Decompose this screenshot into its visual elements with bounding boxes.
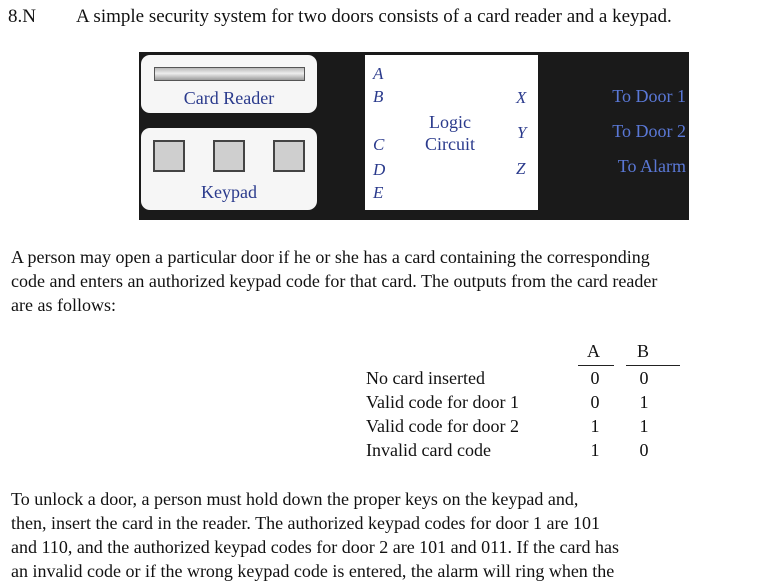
table-row-label: Invalid card code xyxy=(366,440,491,460)
column-header-a: A xyxy=(587,341,600,361)
paragraph-unlock-rules xyxy=(11,487,619,583)
text-line: code and enters an authorized keypad code for that card. The outputs from the card reader xyxy=(11,271,658,291)
column-a-values xyxy=(588,366,602,462)
input-b-label: B xyxy=(373,87,384,106)
logic-circuit-label xyxy=(410,111,490,155)
paragraph-intro xyxy=(11,245,657,317)
output-x-label: X xyxy=(516,88,527,107)
text-line: are as follows: xyxy=(11,295,116,315)
security-system-diagram xyxy=(139,52,689,220)
input-a-label: A xyxy=(373,64,384,83)
table-row-label: No card inserted xyxy=(366,368,485,388)
output-z-label: Z xyxy=(516,159,526,178)
header-underline xyxy=(626,365,680,366)
keypad-key xyxy=(213,140,245,172)
column-header-b: B xyxy=(637,341,650,361)
table-cell: 0 xyxy=(639,368,649,388)
table-cell: 0 xyxy=(590,392,600,412)
output-door2: To Door 2 xyxy=(612,121,686,141)
logic-label-line2: Circuit xyxy=(425,134,475,154)
keypad-label: Keypad xyxy=(201,182,257,202)
problem-title: A simple security system for two doors consists of a card reader and a keypad. xyxy=(76,6,672,27)
table-row-label: Valid code for door 2 xyxy=(366,416,519,436)
table-cell: 1 xyxy=(590,440,600,460)
card-slot xyxy=(154,67,305,81)
column-b-values xyxy=(637,366,651,462)
text-line: and 110, and the authorized keypad codes for door 2 are 101 and 011. If the card has xyxy=(11,537,619,557)
table-row-label: Valid code for door 1 xyxy=(366,392,519,412)
keypad-box xyxy=(141,128,317,210)
logic-label-line1: Logic xyxy=(429,112,471,132)
input-d-label: D xyxy=(373,160,386,179)
table-row-labels xyxy=(366,366,519,462)
keypad-key xyxy=(153,140,185,172)
text-line: then, insert the card in the reader. The authorized keypad codes for door 1 are 101 xyxy=(11,513,600,533)
text-line: an invalid code or if the wrong keypad code is entered, the alarm will ring when the xyxy=(11,561,615,581)
card-reader-label: Card Reader xyxy=(183,88,275,108)
table-cell: 0 xyxy=(590,368,600,388)
output-y-label: Y xyxy=(517,123,527,142)
table-cell: 0 xyxy=(639,440,649,460)
card-reader-box xyxy=(141,55,317,113)
input-e-label: E xyxy=(373,183,384,202)
output-alarm: To Alarm xyxy=(617,156,686,176)
table-cell: 1 xyxy=(639,416,649,436)
output-door1: To Door 1 xyxy=(612,86,686,106)
table-cell: 1 xyxy=(639,392,649,412)
text-line: A person may open a particular door if he or she has a card containing the corresponding xyxy=(11,247,650,267)
input-c-label: C xyxy=(373,135,385,154)
logic-circuit-box xyxy=(365,55,538,210)
text-line: To unlock a door, a person must hold down the proper keys on the keypad and, xyxy=(11,489,579,509)
table-cell: 1 xyxy=(590,416,600,436)
keypad-key xyxy=(273,140,305,172)
problem-number: 8.N xyxy=(8,6,36,27)
